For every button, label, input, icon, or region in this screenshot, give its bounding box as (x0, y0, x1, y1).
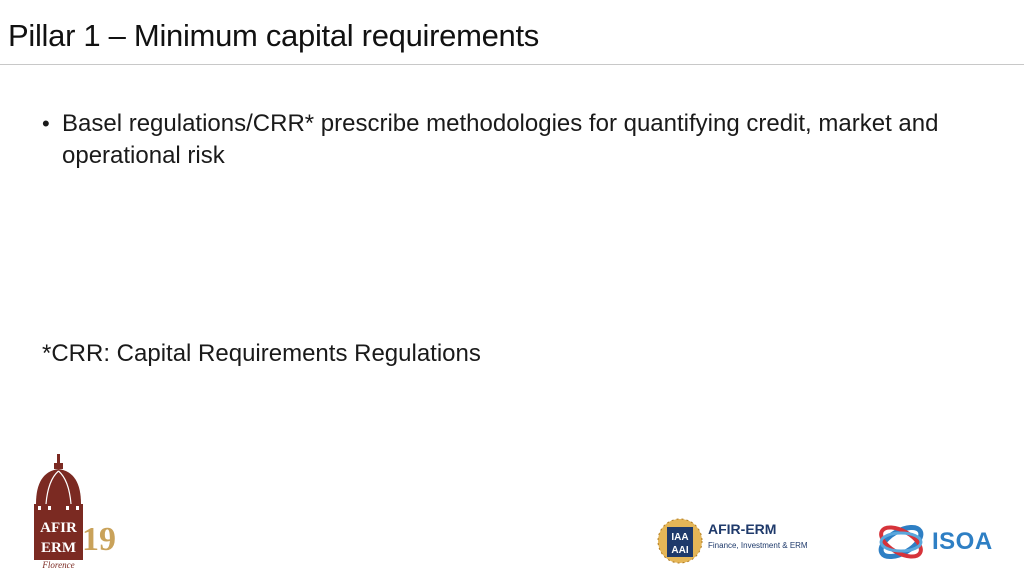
isoa-rings-logo-icon (874, 518, 928, 566)
bullet-item: • Basel regulations/CRR* prescribe methodologies for quantifying credit, market and operational risk (40, 108, 980, 172)
slide-title: Pillar 1 – Minimum capital requirements (8, 18, 539, 53)
erm-text: ERM (41, 540, 76, 556)
isoa-logo (874, 518, 994, 566)
iaa-afir-erm-logo (656, 517, 816, 565)
afir-erm-name: AFIR-ERM (708, 521, 777, 537)
iaa-aai-logo-icon (656, 517, 704, 565)
iaa-badge-bottom: AAI (671, 545, 689, 556)
florence-dome-logo-icon (30, 452, 130, 570)
bullet-list (40, 108, 980, 172)
title-divider (0, 64, 1024, 65)
iaa-badge-top: IAA (671, 532, 689, 543)
isoa-name: ISOA (932, 528, 993, 555)
afir-erm-19-logo (30, 452, 130, 570)
afir-text: AFIR (40, 520, 77, 536)
afir-erm-tagline: Finance, Investment & ERM (708, 541, 808, 550)
footnote: *CRR: Capital Requirements Regulations (42, 340, 481, 367)
year-text: 19 (82, 521, 116, 558)
florence-caption: Florence (42, 560, 75, 570)
